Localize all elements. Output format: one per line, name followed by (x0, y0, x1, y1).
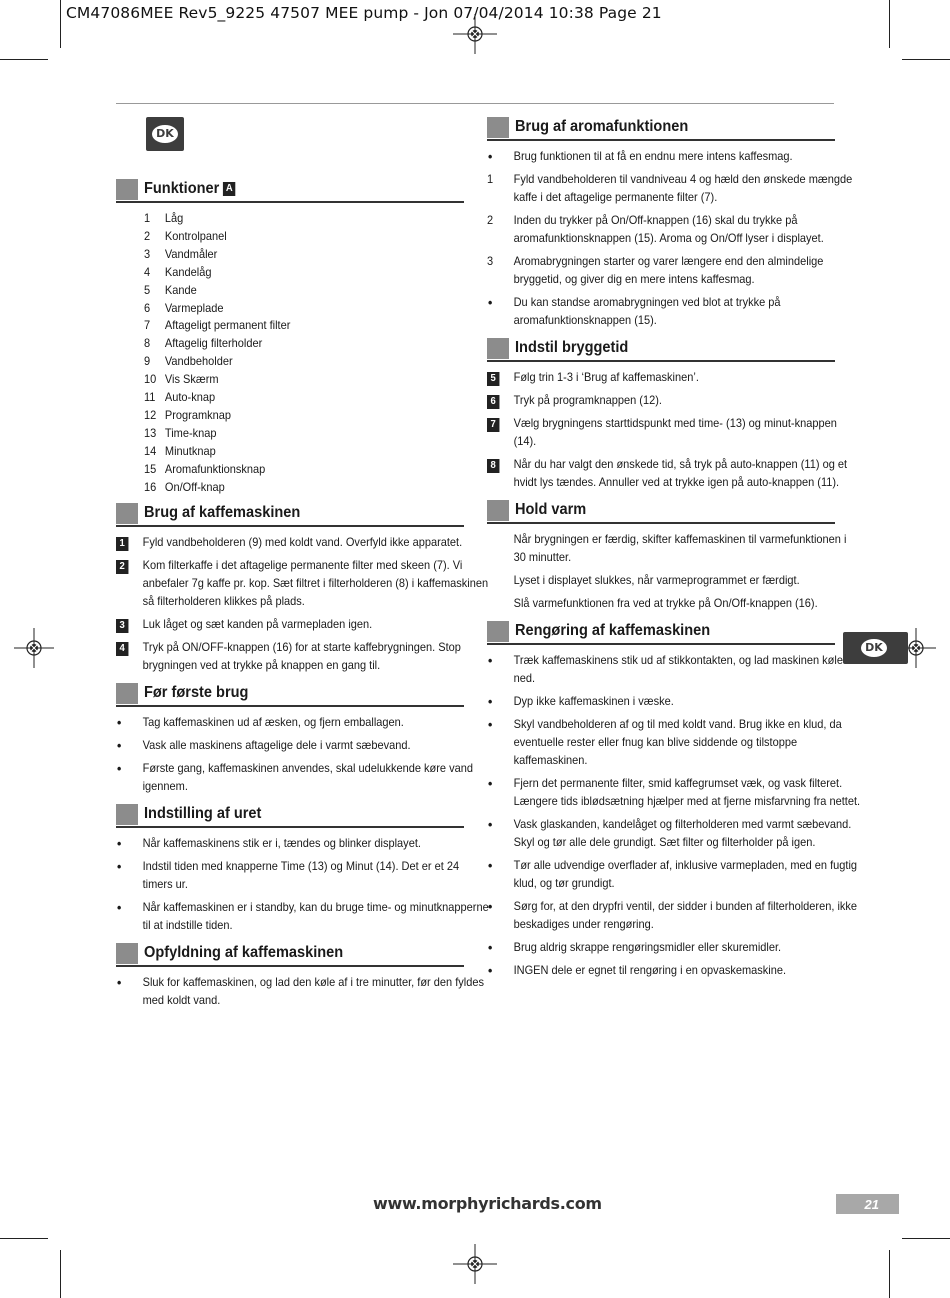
parts-list-item (144, 317, 448, 335)
bullet-icon: • (487, 940, 493, 955)
part-name: Aftagelig filterholder (164, 337, 263, 351)
crop-mark (889, 1250, 890, 1298)
crop-mark (60, 0, 61, 48)
item-text: Fyld vandbeholderen til vandniveau 4 og hæld den ønskede mængde kaffe i det aftagelige permanente filter (7). (513, 173, 853, 204)
step-number-badge: 2 (116, 560, 128, 574)
part-number: 13 (144, 426, 157, 440)
parts-list-item (144, 246, 448, 264)
parts-list-item (144, 479, 448, 497)
bullet-icon: • (487, 776, 493, 791)
step-number: 3 (487, 255, 494, 268)
item-text: Tør alle udvendige overflader af, inklusive varmepladen, med en fugtig klud, og tør grundigt. (513, 859, 858, 890)
part-name: Vandmåler (164, 247, 218, 261)
list-item (116, 974, 490, 1010)
bullet-icon: • (487, 717, 493, 732)
section-marker (487, 338, 509, 359)
list-item (487, 857, 861, 893)
list-item (487, 693, 861, 711)
item-text: INGEN dele er egnet til rengøring i en opvaskemaskine. (513, 964, 787, 977)
step-number-badge: 6 (487, 395, 499, 409)
section-header-opfyldning (116, 943, 464, 967)
item-text: Vask glaskanden, kandelåget og filterholderen med varmt sæbevand. Skyl og tør alle dele grundigt. Sæt filter og filterholder på igen. (513, 818, 852, 849)
list-item (487, 171, 861, 207)
dk-label: DK (152, 125, 178, 143)
parts-list-item (144, 300, 448, 318)
section-marker (116, 179, 138, 200)
item-text: Fyld vandbeholderen (9) med koldt vand. Overfyld ikke apparatet. (142, 535, 463, 549)
section-marker (116, 503, 138, 524)
part-name: Kande (164, 283, 197, 297)
item-text: Træk kaffemaskinens stik ud af stikkontakten, og lad maskinen køle ned. (513, 654, 843, 685)
crop-mark (0, 59, 48, 60)
bullet-icon: • (487, 899, 493, 914)
bullet-icon: • (487, 817, 493, 832)
language-badge-dk (146, 117, 184, 151)
section-marker (116, 804, 138, 825)
part-number: 16 (144, 480, 157, 494)
item-text: Kom filterkaffe i det aftagelige permanente filter med skeen (7). Vi anbefaler 7g kaffe pr. kop. Sæt filtret i filterholderen (8) i kaffemaskinen så filterholderen klikkes på plads. (142, 558, 489, 608)
crop-mark (0, 1238, 48, 1239)
parts-list-item (144, 461, 448, 479)
list-item (487, 962, 861, 980)
item-text: Du kan standse aromabrygningen ved blot at trykke på aromafunktionsknappen (15). (513, 296, 781, 327)
part-number: 14 (144, 444, 157, 458)
bullet-icon: • (487, 653, 493, 668)
bullet-icon: • (116, 899, 122, 915)
list-item (487, 816, 861, 852)
parts-list-item (144, 425, 448, 443)
list-item (116, 858, 490, 894)
bullet-icon: • (487, 694, 493, 709)
list-item (487, 716, 861, 770)
bullet-icon: • (116, 835, 122, 851)
section-title: Opfyldning af kaffemaskinen (144, 943, 344, 961)
part-number: 4 (144, 265, 151, 279)
list-item (487, 456, 861, 492)
parts-list-item (144, 371, 448, 389)
section-title: Rengøring af kaffemaskinen (515, 622, 711, 639)
parts-list-item (144, 389, 448, 407)
part-name: Minutknap (164, 444, 216, 458)
item-text: Følg trin 1-3 i ‘Brug af kaffemaskinen’. (513, 371, 699, 384)
list-item (487, 369, 861, 387)
paragraph: Lyset i displayet slukkes, når varmeprogrammet er færdigt. (513, 574, 800, 587)
bullet-icon: • (116, 737, 122, 753)
section-title: Indstil bryggetid (515, 339, 629, 356)
page-number-tab (836, 1194, 899, 1214)
language-tab-dk (843, 632, 908, 664)
bullet-icon: • (116, 974, 122, 990)
item-text: Brug funktionen til at få en endnu mere intens kaffesmag. (513, 150, 793, 163)
parts-list-item (144, 282, 448, 300)
step-number-badge: 7 (487, 418, 499, 432)
section-marker (487, 117, 509, 138)
bullet-icon: • (116, 858, 122, 874)
section-title: Funktioner A (144, 180, 235, 198)
parts-list-item (144, 407, 448, 425)
aroma-steps (487, 148, 853, 330)
list-item (116, 639, 490, 675)
parts-list-item (144, 210, 448, 228)
section-header-aroma (487, 117, 835, 141)
usage-steps (116, 534, 489, 675)
section-title: Indstilling af uret (144, 804, 262, 822)
part-number: 3 (144, 247, 151, 261)
section-header-funktioner (116, 179, 464, 203)
item-text: Luk låget og sæt kanden på varmepladen igen. (142, 617, 373, 631)
list-item (487, 294, 861, 330)
item-text: Brug aldrig skrappe rengøringsmidler eller skuremidler. (513, 941, 782, 954)
paragraph: Når brygningen er færdig, skifter kaffemaskinen til varmefunktionen i 30 minutter. (513, 533, 847, 564)
list-item (487, 939, 861, 957)
bullet-icon: • (487, 149, 493, 164)
timer-steps (487, 369, 848, 492)
item-text: Vask alle maskinens aftagelige dele i varmt sæbevand. (142, 738, 411, 752)
list-item (487, 415, 861, 451)
paragraph: Slå varmefunktionen fra ved at trykke på On/Off-knappen (16). (513, 597, 818, 610)
part-name: Programknap (164, 408, 232, 422)
item-text: Når kaffemaskinens stik er i, tændes og blinker displayet. (142, 836, 421, 850)
parts-list-item (144, 264, 448, 282)
section-header-hold-varm (487, 500, 835, 524)
crop-mark (902, 1238, 950, 1239)
step-number-badge: 4 (116, 642, 128, 656)
crop-mark (60, 1250, 61, 1298)
section-title: Brug af aromafunktionen (515, 118, 689, 135)
parts-list-item (144, 228, 448, 246)
part-number: 7 (144, 319, 151, 333)
list-item (487, 775, 861, 811)
item-text: Skyl vandbeholderen af og til med koldt vand. Brug ikke en klud, da eventuelle rester eller fnug kan blive siddende og tilstoppe kaffemaskinen. (513, 718, 842, 767)
item-text: Inden du trykker på On/Off-knappen (16) skal du trykke på aromafunktionsknappen (15). Aroma og On/Off lyser i displayet. (513, 214, 824, 245)
item-text: Indstil tiden med knapperne Time (13) og Minut (14). Det er et 24 timers ur. (142, 859, 460, 891)
step-number: 2 (487, 214, 494, 227)
step-number-badge: 8 (487, 459, 499, 473)
list-item (487, 253, 861, 289)
part-name: Låg (164, 212, 184, 225)
part-number: 9 (144, 355, 151, 369)
item-text: Når kaffemaskinen er i standby, kan du bruge time- og minutknapperne til at indstille tiden. (142, 900, 489, 932)
part-name: On/Off-knap (164, 480, 225, 494)
bullet-icon: • (116, 714, 122, 730)
item-text: Sørg for, at den drypfri ventil, der sidder i bunden af filterholderen, ikke beskadiges under rengøring. (513, 900, 858, 931)
bullet-icon: • (487, 858, 493, 873)
registration-mark-icon (453, 1244, 497, 1284)
part-number: 6 (144, 301, 151, 315)
list-item (116, 899, 490, 935)
keep-warm-text (487, 531, 847, 613)
list-item (116, 835, 490, 853)
left-column (116, 117, 489, 1015)
registration-mark-icon (14, 628, 54, 668)
section-header-forste-brug (116, 683, 464, 707)
section-marker (116, 943, 138, 964)
list-item (487, 392, 861, 410)
item-text: Tag kaffemaskinen ud af æsken, og fjern emballagen. (142, 715, 404, 729)
dk-label: DK (861, 639, 887, 657)
parts-list-item (144, 335, 448, 353)
item-text: Første gang, kaffemaskinen anvendes, skal udelukkende køre vand igennem. (142, 761, 474, 793)
parts-list (144, 210, 464, 497)
part-name: Varmeplade (164, 301, 224, 315)
parts-list-item (144, 353, 448, 371)
item-text: Dyp ikke kaffemaskinen i væske. (513, 695, 674, 708)
top-rule (116, 103, 834, 104)
part-name: Aromafunktionsknap (164, 462, 266, 476)
item-text: Vælg brygningens starttidspunkt med time- (13) og minut-knappen (14). (513, 417, 837, 448)
item-text: Aromabrygningen starter og varer længere end den almindelige bryggetid, og giver dig en mere intens kaffesmag. (513, 255, 824, 286)
step-number-badge: 1 (116, 537, 128, 551)
bullet-icon: • (487, 295, 493, 310)
list-item (487, 652, 861, 688)
page-number: 21 (864, 1197, 879, 1212)
parts-list-item (144, 443, 448, 461)
step-number-badge: 3 (116, 619, 128, 633)
cleaning-list (487, 652, 861, 980)
figure-ref-badge: A (223, 182, 235, 196)
list-item (116, 534, 490, 552)
section-marker (487, 621, 509, 642)
list-item (116, 714, 490, 732)
part-number: 15 (144, 462, 157, 476)
item-text: Fjern det permanente filter, smid kaffegrumset væk, og vask filteret. Længere tids iblødsætning hjælper med at fjerne misfarvning fra nettet. (513, 777, 861, 808)
registration-mark-icon (453, 14, 497, 54)
bullet-icon: • (487, 963, 493, 978)
part-number: 1 (144, 212, 151, 225)
item-text: Tryk på ON/OFF-knappen (16) for at starte kaffebrygningen. Stop brygningen ved at trykke på knappen en gang til. (142, 640, 461, 672)
section-header-rengoring (487, 621, 835, 645)
list-item (116, 760, 490, 796)
list-item (116, 616, 490, 634)
first-use-list (116, 714, 474, 796)
part-number: 5 (144, 283, 151, 297)
clock-list (116, 835, 489, 935)
part-name: Kontrolpanel (164, 229, 227, 243)
section-header-uret (116, 804, 464, 828)
print-slug: CM47086MEE Rev5_9225 47507 MEE pump - Jon 07/04/2014 10:38 Page 21 (66, 4, 662, 22)
right-column (487, 117, 861, 985)
bullet-icon: • (116, 760, 122, 776)
step-number: 1 (487, 173, 494, 186)
list-item (487, 898, 861, 934)
part-name: Vis Skærm (164, 373, 219, 387)
crop-mark (902, 59, 950, 60)
part-name: Time-knap (164, 426, 217, 440)
section-title: Brug af kaffemaskinen (144, 503, 301, 521)
section-header-brug (116, 503, 464, 527)
section-title: Hold varm (515, 501, 587, 518)
refill-list (116, 974, 485, 1010)
list-item (116, 737, 490, 755)
item-text: Når du har valgt den ønskede tid, så tryk på auto-knappen (11) og et hvidt lys tændes. Annuller ved at trykke igen på auto-knappen (11). (513, 458, 848, 489)
item-text: Tryk på programknappen (12). (513, 394, 662, 407)
section-header-bryggetid (487, 338, 835, 362)
list-item (487, 148, 861, 166)
part-number: 11 (144, 391, 156, 405)
crop-mark (889, 0, 890, 48)
part-number: 10 (144, 373, 157, 387)
list-item (487, 212, 861, 248)
item-text: Sluk for kaffemaskinen, og lad den køle af i tre minutter, før den fyldes med koldt vand. (142, 975, 485, 1007)
part-name: Auto-knap (164, 391, 216, 405)
list-item (116, 557, 490, 611)
step-number-badge: 5 (487, 372, 499, 386)
section-marker (487, 500, 509, 521)
part-name: Kandelåg (164, 265, 212, 279)
part-number: 12 (144, 408, 157, 422)
section-marker (116, 683, 138, 704)
footer-website: www.morphyrichards.com (373, 1194, 602, 1213)
part-name: Aftageligt permanent filter (164, 319, 291, 333)
part-name: Vandbeholder (164, 355, 233, 369)
section-title: Før første brug (144, 683, 249, 701)
part-number: 2 (144, 229, 151, 243)
part-number: 8 (144, 337, 151, 351)
